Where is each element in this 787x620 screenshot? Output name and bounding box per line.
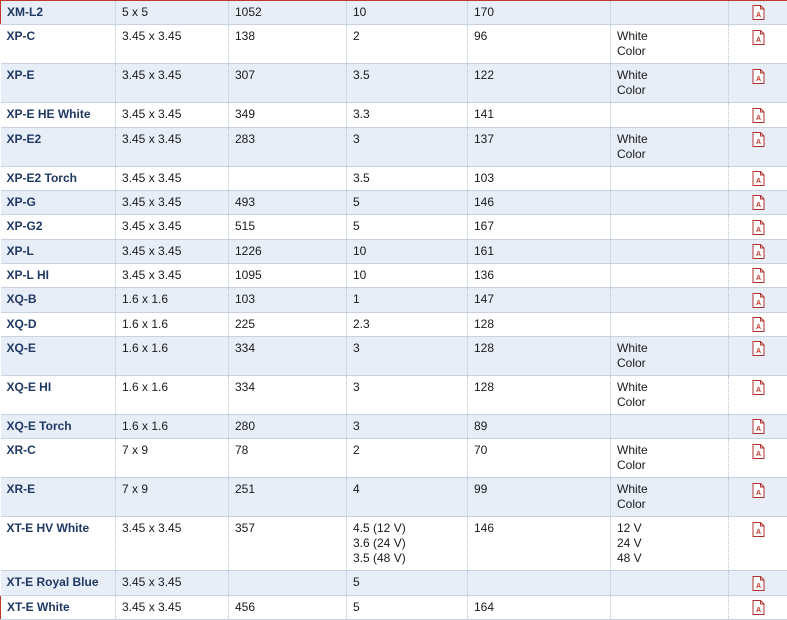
table-row [1, 1, 787, 25]
cell-lumens-per-watt: 170 [468, 1, 611, 25]
cell-die-size: 1.6 x 1.6 [116, 288, 229, 312]
table-row [1, 439, 787, 478]
cell-die-size: 3.45 x 3.45 [116, 517, 229, 571]
cell-notes [611, 288, 729, 312]
cell-datasheet-link[interactable] [729, 375, 787, 414]
cell-die-size: 3.45 x 3.45 [116, 103, 229, 127]
cell-line: 3.5 (48 V) [353, 551, 461, 566]
cell-amps [347, 595, 468, 619]
cell-die-size: 1.6 x 1.6 [116, 375, 229, 414]
cell-lumens-per-watt: 146 [468, 517, 611, 571]
cell-model-name: XQ-E [1, 336, 116, 375]
cell-datasheet-link[interactable] [729, 336, 787, 375]
table-row [1, 263, 787, 287]
cell-die-size: 3.45 x 3.45 [116, 190, 229, 214]
pdf-icon[interactable] [752, 444, 765, 459]
cell-amps [347, 166, 468, 190]
svg-text:A: A [755, 426, 760, 433]
cell-amps [347, 103, 468, 127]
cell-line: 5 [353, 195, 461, 210]
cell-lumens-per-watt: 70 [468, 439, 611, 478]
pdf-icon[interactable] [752, 244, 765, 259]
cell-die-size: 1.6 x 1.6 [116, 312, 229, 336]
note-line: Color [617, 497, 722, 512]
cell-datasheet-link[interactable] [729, 288, 787, 312]
pdf-icon[interactable] [752, 132, 765, 147]
cell-amps [347, 439, 468, 478]
cell-datasheet-link[interactable] [729, 166, 787, 190]
cell-amps [347, 64, 468, 103]
cell-model-name: XT-E Royal Blue [1, 571, 116, 595]
cell-datasheet-link[interactable] [729, 478, 787, 517]
cell-lumens [229, 166, 347, 190]
pdf-icon[interactable] [752, 220, 765, 235]
cell-lumens: 334 [229, 336, 347, 375]
cell-line: 5 [353, 600, 461, 615]
table-row [1, 288, 787, 312]
cell-notes [611, 375, 729, 414]
cell-datasheet-link[interactable] [729, 215, 787, 239]
cell-model-name: XP-C [1, 25, 116, 64]
cell-lumens-per-watt: 128 [468, 336, 611, 375]
cell-line: 3.3 [353, 107, 461, 122]
cell-lumens: 1095 [229, 263, 347, 287]
svg-text:A: A [755, 76, 760, 83]
cell-datasheet-link[interactable] [729, 571, 787, 595]
cell-amps [347, 414, 468, 438]
table-row [1, 64, 787, 103]
svg-text:A: A [755, 387, 760, 394]
cell-amps [347, 263, 468, 287]
table-row [1, 25, 787, 64]
cell-lumens-per-watt: 122 [468, 64, 611, 103]
svg-text:A: A [755, 178, 760, 185]
cell-die-size: 3.45 x 3.45 [116, 25, 229, 64]
cell-line: 10 [353, 268, 461, 283]
pdf-icon[interactable] [752, 522, 765, 537]
note-line: Color [617, 395, 722, 410]
cell-datasheet-link[interactable] [729, 312, 787, 336]
cell-datasheet-link[interactable] [729, 25, 787, 64]
cell-lumens: 251 [229, 478, 347, 517]
cell-datasheet-link[interactable] [729, 64, 787, 103]
table-row [1, 375, 787, 414]
cell-line: 10 [353, 244, 461, 259]
cell-die-size: 3.45 x 3.45 [116, 127, 229, 166]
note-line: White [617, 380, 722, 395]
cell-lumens: 334 [229, 375, 347, 414]
cell-die-size: 3.45 x 3.45 [116, 239, 229, 263]
cell-die-size: 7 x 9 [116, 478, 229, 517]
cell-lumens-per-watt: 136 [468, 263, 611, 287]
svg-text:A: A [755, 607, 760, 614]
cell-notes [611, 239, 729, 263]
cell-notes [611, 263, 729, 287]
cell-lumens-per-watt: 128 [468, 375, 611, 414]
pdf-icon[interactable] [752, 268, 765, 283]
table-row [1, 571, 787, 595]
table-row [1, 517, 787, 571]
table-row [1, 239, 787, 263]
cell-line: 3 [353, 419, 461, 434]
cell-die-size: 3.45 x 3.45 [116, 64, 229, 103]
cell-die-size: 3.45 x 3.45 [116, 215, 229, 239]
table-row [1, 215, 787, 239]
cell-lumens-per-watt [468, 571, 611, 595]
pdf-icon[interactable] [752, 293, 765, 308]
note-line: 48 V [617, 551, 722, 566]
cell-amps [347, 25, 468, 64]
cell-lumens-per-watt: 164 [468, 595, 611, 619]
note-line: Color [617, 458, 722, 473]
svg-text:A: A [755, 324, 760, 331]
table-row [1, 127, 787, 166]
cell-amps [347, 215, 468, 239]
cell-lumens: 456 [229, 595, 347, 619]
pdf-icon[interactable] [752, 419, 765, 434]
cell-model-name: XT-E HV White [1, 517, 116, 571]
table-body [1, 1, 787, 620]
cell-line: 3.5 [353, 171, 461, 186]
cell-model-name: XP-G2 [1, 215, 116, 239]
cell-model-name: XP-G [1, 190, 116, 214]
cell-line: 2.3 [353, 317, 461, 332]
cell-lumens [229, 571, 347, 595]
cell-amps [347, 127, 468, 166]
svg-text:A: A [755, 251, 760, 258]
svg-text:A: A [755, 300, 760, 307]
pdf-icon[interactable] [752, 195, 765, 210]
cell-line: 3.6 (24 V) [353, 536, 461, 551]
cell-line: 2 [353, 29, 461, 44]
cell-line: 2 [353, 443, 461, 458]
cell-datasheet-link[interactable] [729, 517, 787, 571]
cell-line: 5 [353, 219, 461, 234]
cell-amps [347, 571, 468, 595]
cell-amps [347, 336, 468, 375]
cell-lumens-per-watt: 167 [468, 215, 611, 239]
cell-lumens-per-watt: 96 [468, 25, 611, 64]
cell-notes [611, 595, 729, 619]
cell-lumens: 515 [229, 215, 347, 239]
note-line: White [617, 482, 722, 497]
note-line: Color [617, 44, 722, 59]
cell-line: 3 [353, 380, 461, 395]
table-row [1, 336, 787, 375]
cell-lumens: 493 [229, 190, 347, 214]
table-row [1, 478, 787, 517]
cell-amps [347, 478, 468, 517]
svg-text:A: A [755, 275, 760, 282]
cell-lumens-per-watt: 103 [468, 166, 611, 190]
cell-lumens-per-watt: 141 [468, 103, 611, 127]
cell-model-name: XM-L2 [1, 1, 116, 25]
cell-model-name: XT-E White [1, 595, 116, 619]
table-row [1, 414, 787, 438]
cell-lumens: 280 [229, 414, 347, 438]
cell-line: 10 [353, 5, 461, 20]
table-row [1, 312, 787, 336]
svg-text:A: A [755, 583, 760, 590]
cell-die-size: 3.45 x 3.45 [116, 166, 229, 190]
cell-lumens: 138 [229, 25, 347, 64]
cell-notes [611, 166, 729, 190]
note-line: Color [617, 147, 722, 162]
note-line: White [617, 341, 722, 356]
svg-text:A: A [755, 37, 760, 44]
cell-notes [611, 64, 729, 103]
pdf-icon[interactable] [752, 5, 765, 20]
cell-line: 4 [353, 482, 461, 497]
cell-amps [347, 288, 468, 312]
cell-lumens: 307 [229, 64, 347, 103]
pdf-icon[interactable] [752, 341, 765, 356]
cell-datasheet-link[interactable] [729, 595, 787, 619]
cell-die-size: 3.45 x 3.45 [116, 595, 229, 619]
cell-notes [611, 1, 729, 25]
svg-text:A: A [755, 348, 760, 355]
cell-notes [611, 414, 729, 438]
pdf-icon[interactable] [752, 108, 765, 123]
cell-notes [611, 215, 729, 239]
cell-lumens: 283 [229, 127, 347, 166]
cell-datasheet-link[interactable] [729, 127, 787, 166]
table-row [1, 103, 787, 127]
cell-die-size: 1.6 x 1.6 [116, 336, 229, 375]
cell-die-size: 5 x 5 [116, 1, 229, 25]
cell-amps [347, 190, 468, 214]
cell-lumens: 349 [229, 103, 347, 127]
cell-amps [347, 375, 468, 414]
cell-notes [611, 439, 729, 478]
cell-lumens-per-watt: 147 [468, 288, 611, 312]
cell-line: 5 [353, 575, 461, 590]
cell-line: 3 [353, 132, 461, 147]
cell-die-size: 3.45 x 3.45 [116, 571, 229, 595]
cell-model-name: XR-E [1, 478, 116, 517]
pdf-icon[interactable] [752, 576, 765, 591]
svg-text:A: A [755, 451, 760, 458]
cell-line: 1 [353, 292, 461, 307]
table-row [1, 166, 787, 190]
cell-lumens-per-watt: 146 [468, 190, 611, 214]
cell-datasheet-link[interactable] [729, 439, 787, 478]
cell-lumens-per-watt: 161 [468, 239, 611, 263]
cell-lumens: 225 [229, 312, 347, 336]
cell-model-name: XP-L HI [1, 263, 116, 287]
cell-line: 3 [353, 341, 461, 356]
cell-notes [611, 312, 729, 336]
cell-notes [611, 336, 729, 375]
cell-model-name: XQ-B [1, 288, 116, 312]
note-line: Color [617, 356, 722, 371]
note-line: White [617, 132, 722, 147]
cell-model-name: XQ-E HI [1, 375, 116, 414]
cell-datasheet-link[interactable] [729, 1, 787, 25]
cell-lumens: 357 [229, 517, 347, 571]
cell-notes [611, 478, 729, 517]
note-line: White [617, 29, 722, 44]
cell-lumens-per-watt: 128 [468, 312, 611, 336]
cell-lumens-per-watt: 137 [468, 127, 611, 166]
pdf-icon[interactable] [752, 600, 765, 615]
cell-model-name: XP-L [1, 239, 116, 263]
pdf-icon[interactable] [752, 483, 765, 498]
pdf-icon[interactable] [752, 380, 765, 395]
note-line: Color [617, 83, 722, 98]
note-line: 12 V [617, 521, 722, 536]
cell-datasheet-link[interactable] [729, 263, 787, 287]
pdf-icon[interactable] [752, 30, 765, 45]
svg-text:A: A [755, 202, 760, 209]
note-line: White [617, 68, 722, 83]
cell-model-name: XP-E [1, 64, 116, 103]
cell-notes [611, 127, 729, 166]
note-line: White [617, 443, 722, 458]
cell-model-name: XP-E2 Torch [1, 166, 116, 190]
cell-datasheet-link[interactable] [729, 190, 787, 214]
cell-line: 4.5 (12 V) [353, 521, 461, 536]
cell-lumens: 78 [229, 439, 347, 478]
cell-lumens-per-watt: 99 [468, 478, 611, 517]
cell-notes [611, 190, 729, 214]
cell-lumens: 103 [229, 288, 347, 312]
svg-text:A: A [755, 115, 760, 122]
cell-lumens-per-watt: 89 [468, 414, 611, 438]
cell-die-size: 7 x 9 [116, 439, 229, 478]
svg-text:A: A [755, 490, 760, 497]
pdf-icon[interactable] [752, 69, 765, 84]
table-row [1, 595, 787, 619]
cell-amps [347, 239, 468, 263]
svg-text:A: A [755, 529, 760, 536]
table-row [1, 190, 787, 214]
cell-amps [347, 1, 468, 25]
cell-datasheet-link[interactable] [729, 103, 787, 127]
cell-model-name: XP-E2 [1, 127, 116, 166]
cell-notes [611, 571, 729, 595]
cell-die-size: 1.6 x 1.6 [116, 414, 229, 438]
cell-line: 3.5 [353, 68, 461, 83]
svg-text:A: A [755, 12, 760, 19]
cell-notes [611, 517, 729, 571]
cell-model-name: XQ-E Torch [1, 414, 116, 438]
note-line: 24 V [617, 536, 722, 551]
pdf-icon[interactable] [752, 317, 765, 332]
cell-amps [347, 312, 468, 336]
cell-datasheet-link[interactable] [729, 239, 787, 263]
cell-notes [611, 25, 729, 64]
cell-lumens: 1226 [229, 239, 347, 263]
cell-model-name: XQ-D [1, 312, 116, 336]
cell-die-size: 3.45 x 3.45 [116, 263, 229, 287]
svg-text:A: A [755, 227, 760, 234]
pdf-icon[interactable] [752, 171, 765, 186]
cell-model-name: XP-E HE White [1, 103, 116, 127]
cell-datasheet-link[interactable] [729, 414, 787, 438]
cell-lumens: 1052 [229, 1, 347, 25]
svg-text:A: A [755, 139, 760, 146]
cell-model-name: XR-C [1, 439, 116, 478]
cell-notes [611, 103, 729, 127]
cell-amps [347, 517, 468, 571]
